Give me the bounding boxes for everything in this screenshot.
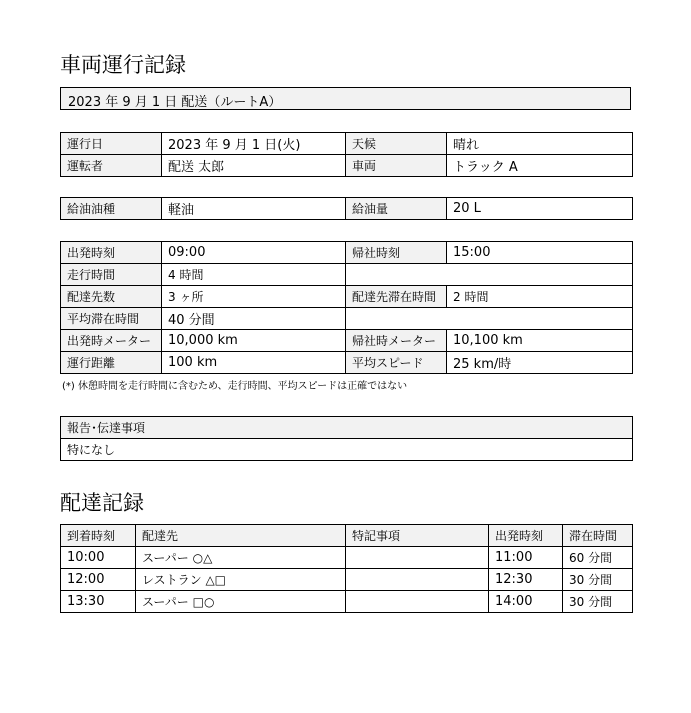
table-row [61,417,633,439]
table-row [61,330,633,352]
summary-box [60,87,631,110]
distance-label: 運行距離 [61,352,162,374]
table-header-row [61,525,633,547]
table-row [61,547,633,569]
table-row [61,198,633,220]
fuel-type-value: 軽油 [162,198,346,220]
table-row [61,133,633,155]
arrival-time: 10:00 [61,547,136,569]
table-row [61,308,633,330]
vehicle-label: 車両 [346,155,447,177]
report-value: 特になし [61,439,633,461]
fuel-amount-value: 20 L [447,198,633,220]
avg-stay-label: 平均滞在時間 [61,308,162,330]
weather-label: 天候 [346,133,447,155]
dest-stay-value: 2 時間 [447,286,633,308]
departure-time: 12:30 [489,569,563,591]
table-row [61,591,633,613]
table-row [61,569,633,591]
table-row [61,155,633,177]
summary-text: 2023 年 9 月 1 日 配送（ルートA） [68,95,282,110]
page-title: 車両運行記録 [60,53,186,77]
empty-cell [346,308,633,330]
dest-stay-label: 配達先滞在時間 [346,286,447,308]
header-departure: 出発時刻 [489,525,563,547]
stay-duration: 30 分間 [563,591,633,613]
table-row [61,352,633,374]
distance-value: 100 km [162,352,346,374]
delivery-section-title: 配達記録 [60,491,144,515]
header-notes: 特記事項 [346,525,489,547]
header-destination: 配達先 [136,525,346,547]
drive-time-label: 走行時間 [61,264,162,286]
notes [346,547,489,569]
destination: レストラン △□ [136,569,346,591]
table-row [61,286,633,308]
notes [346,569,489,591]
date-value: 2023 年 9 月 1 日(火) [162,133,346,155]
departure-time: 14:00 [489,591,563,613]
table-row [61,264,633,286]
drive-time-value: 4 時間 [162,264,346,286]
header-arrival: 到着時刻 [61,525,136,547]
avg-speed-value: 25 km/時 [447,352,633,374]
vehicle-value: トラック A [447,155,633,177]
return-meter-value: 10,100 km [447,330,633,352]
depart-time-label: 出発時刻 [61,242,162,264]
report-label: 報告･伝達事項 [61,417,633,439]
notes [346,591,489,613]
destination: スーパー ○△ [136,547,346,569]
dest-count-value: 3 ヶ所 [162,286,346,308]
driver-value: 配送 太郎 [162,155,346,177]
dest-count-label: 配達先数 [61,286,162,308]
depart-meter-label: 出発時メーター [61,330,162,352]
depart-meter-value: 10,000 km [162,330,346,352]
arrival-time: 12:00 [61,569,136,591]
fuel-amount-label: 給油量 [346,198,447,220]
avg-stay-value: 40 分間 [162,308,346,330]
return-meter-label: 帰社時メーター [346,330,447,352]
operations-table [60,241,633,374]
table-row [61,242,633,264]
date-label: 運行日 [61,133,162,155]
info-table [60,132,633,177]
fuel-type-label: 給油油種 [61,198,162,220]
return-time-value: 15:00 [447,242,633,264]
return-time-label: 帰社時刻 [346,242,447,264]
footnote: (*) 休憩時間を走行時間に含むため、走行時間、平均スピードは正確ではない [62,381,408,392]
weather-value: 晴れ [447,133,633,155]
report-table [60,416,633,461]
stay-duration: 30 分間 [563,569,633,591]
driver-label: 運転者 [61,155,162,177]
avg-speed-label: 平均スピード [346,352,447,374]
arrival-time: 13:30 [61,591,136,613]
depart-time-value: 09:00 [162,242,346,264]
empty-cell [346,264,633,286]
delivery-table [60,524,633,613]
destination: スーパー □○ [136,591,346,613]
table-row [61,439,633,461]
header-stay: 滞在時間 [563,525,633,547]
fuel-table [60,197,633,220]
departure-time: 11:00 [489,547,563,569]
stay-duration: 60 分間 [563,547,633,569]
